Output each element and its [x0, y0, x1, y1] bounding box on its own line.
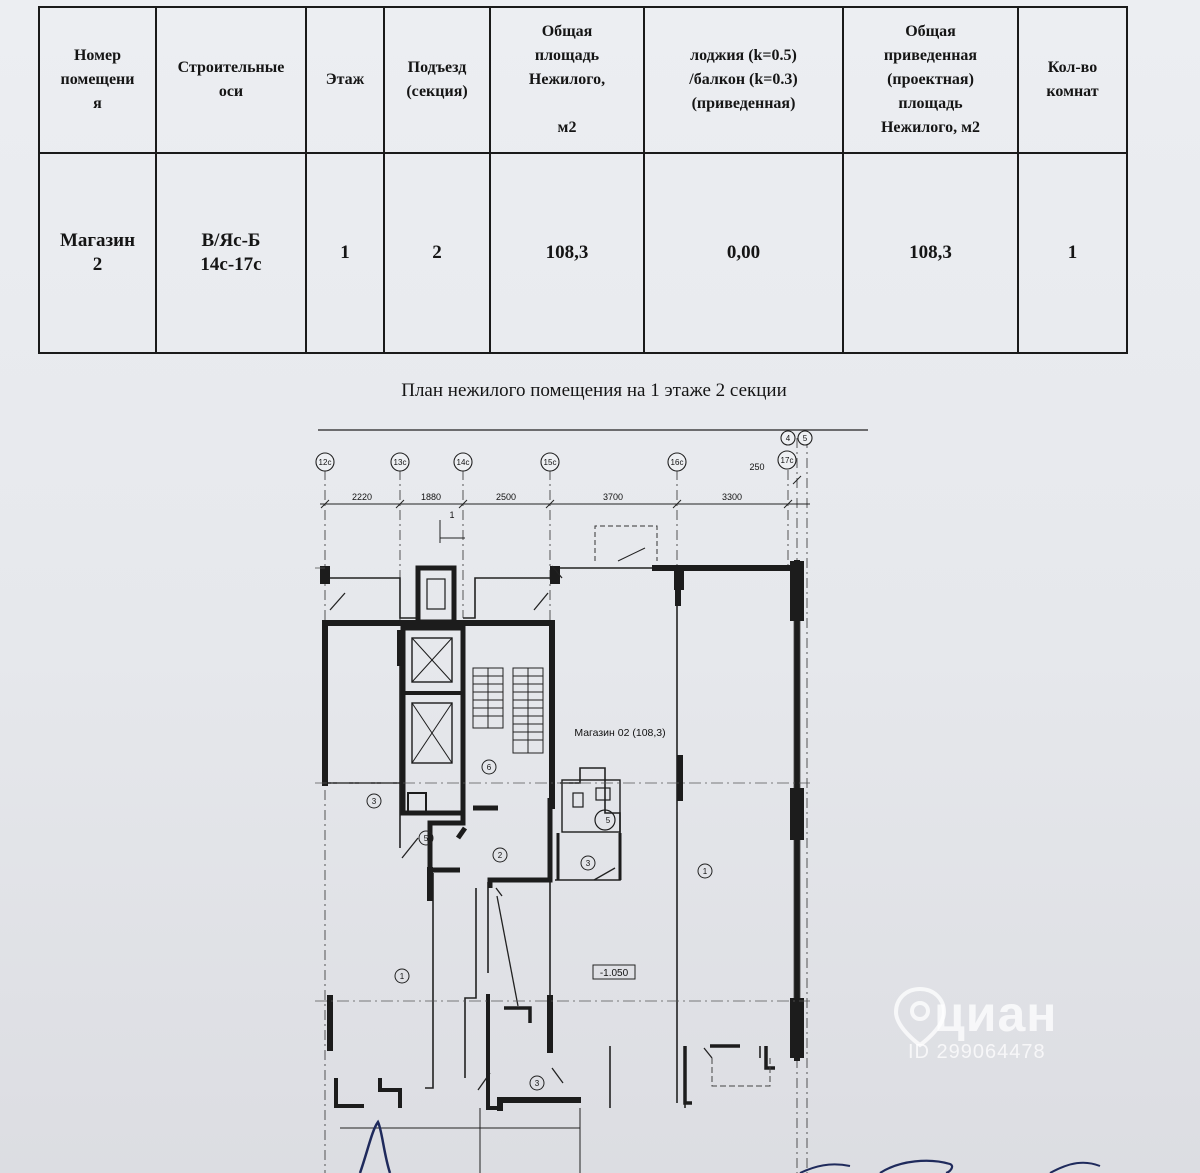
dimension-label: 1880 [420, 492, 442, 502]
room-marker-label: 3 [534, 1079, 540, 1088]
axis-label: 12c [318, 458, 332, 467]
axis-label: 17c [780, 456, 794, 465]
header-rooms-count: Кол-во комнат [1018, 7, 1127, 153]
axis-label: 5 [802, 434, 808, 443]
cian-watermark [890, 985, 1130, 1095]
floor-plan [300, 418, 880, 1173]
room-marker-label: 5 [605, 816, 611, 825]
room-marker-label: 3 [371, 797, 377, 806]
dimension-label: 2220 [351, 492, 373, 502]
dimension-label: 2500 [495, 492, 517, 502]
cell-floor: 1 [306, 153, 384, 353]
lower-right-walls [504, 1008, 775, 1103]
room-marker-label: 2 [497, 851, 503, 860]
level-mark [593, 965, 635, 979]
cell-entrance: 2 [384, 153, 490, 353]
dimension-label: 3700 [602, 492, 624, 502]
thick-walls [325, 563, 797, 1108]
elevator-block [403, 628, 463, 813]
plan-caption: План нежилого помещения на 1 этаже 2 секции [401, 380, 787, 401]
table-row [39, 153, 1127, 353]
cell-total-area: 108,3 [490, 153, 644, 353]
dimension-label: 250 [749, 462, 765, 472]
signature-strokes [0, 1100, 1200, 1173]
header-floor: Этаж [306, 7, 384, 153]
room-marker-label: 5 [423, 834, 429, 843]
header-entrance: Подъезд (секция) [384, 7, 490, 153]
room-name-label: Магазин 02 (108,3) [574, 727, 666, 739]
lower-porch [712, 1058, 770, 1086]
dimension-label: 1 [449, 510, 455, 520]
axis-label: 16c [670, 458, 684, 467]
header-building-axes: Строительные оси [156, 7, 306, 153]
header-reduced-area: Общая приведенная (проектная) площадь Нежилого, м2 [843, 7, 1018, 153]
dimension-chain [320, 476, 810, 543]
premises-table [38, 6, 1128, 354]
axis-lines [325, 438, 807, 1173]
header-loggia: лоджия (k=0.5) /балкон (k=0.3) (приведенная) [644, 7, 843, 153]
axis-markers [316, 431, 812, 471]
ventilation-shaft [418, 568, 454, 622]
room-marker-label: 1 [702, 867, 708, 876]
axis-label: 13c [393, 458, 407, 467]
cell-building-axes: В/Яс-Б 14с-17с [156, 153, 306, 353]
room-marker-label: 3 [585, 859, 591, 868]
level-mark-label: -1.050 [599, 968, 629, 979]
door-swings [330, 566, 712, 1090]
room-markers [367, 760, 712, 1090]
axis-label: 4 [785, 434, 791, 443]
lower-left-walls [336, 994, 500, 1108]
staircase [473, 668, 543, 753]
watermark-id: ID 299064478 [908, 1041, 1046, 1063]
cell-room-number: Магазин 2 [39, 153, 156, 353]
bathroom-block [562, 780, 620, 832]
entrance-porch [595, 526, 657, 561]
cell-rooms-count: 1 [1018, 153, 1127, 353]
axis-label: 15c [543, 458, 557, 467]
cell-loggia: 0,00 [644, 153, 843, 353]
dimension-label: 3300 [721, 492, 743, 502]
header-total-area: Общая площадь Нежилого, м2 [490, 7, 644, 153]
room-marker-label: 6 [486, 763, 492, 772]
header-room-number: Номер помещени я [39, 7, 156, 153]
porch-door [618, 548, 645, 561]
room-marker-label: 1 [399, 972, 405, 981]
table-header-row [39, 7, 1127, 153]
watermark-brand: циан [934, 986, 1058, 1042]
cell-reduced-area: 108,3 [843, 153, 1018, 353]
dimension-labels [352, 462, 765, 520]
axis-label: 14c [456, 458, 470, 467]
